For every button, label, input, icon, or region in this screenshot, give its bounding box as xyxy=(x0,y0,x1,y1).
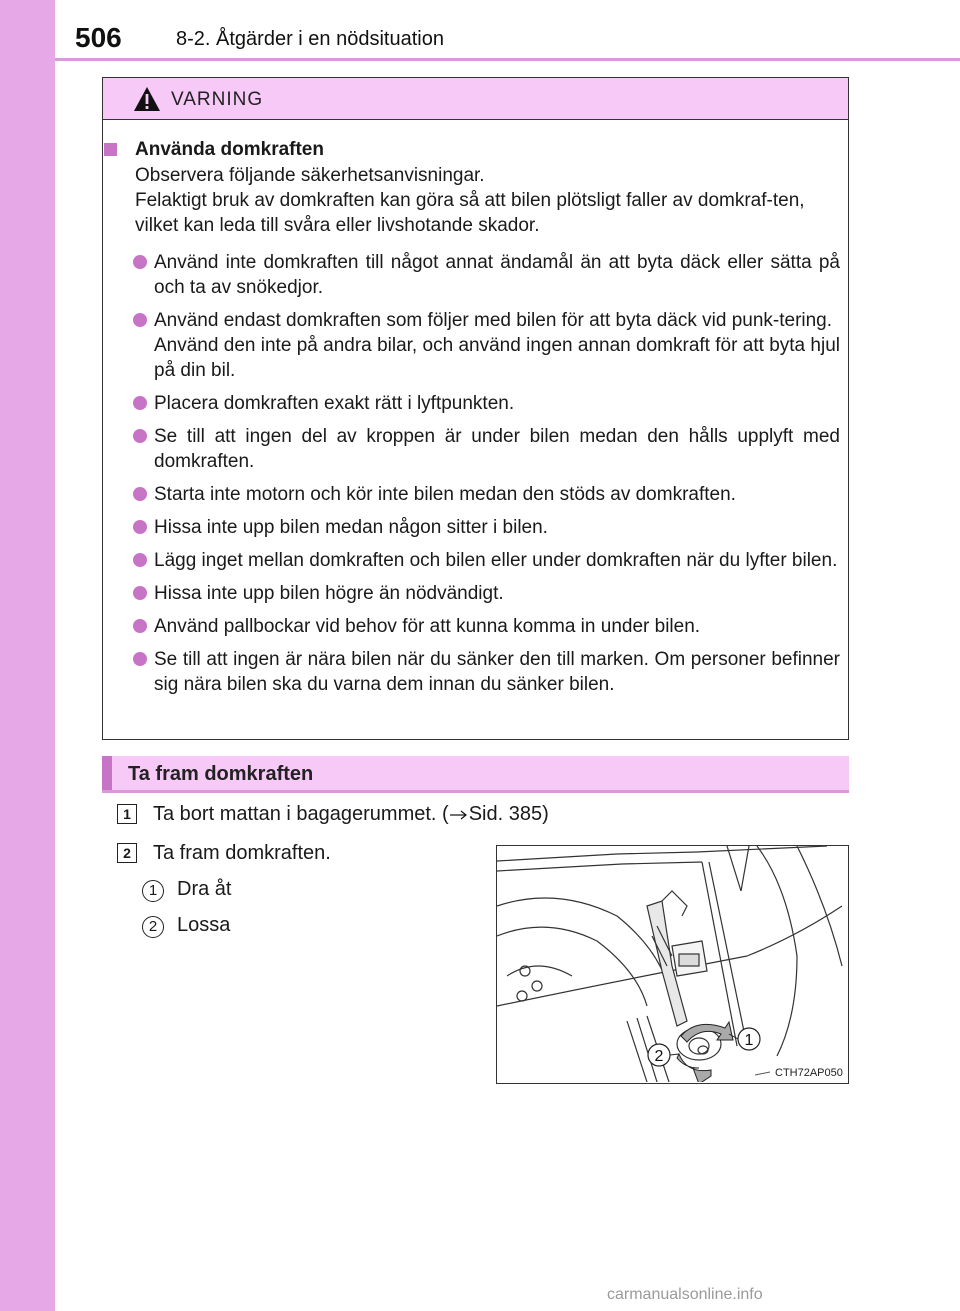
bullet-text: Se till att ingen del av kroppen är under bilen medan den hålls upplyft med domkraften. xyxy=(154,426,840,472)
section-heading-text: Ta fram domkraften xyxy=(128,763,314,785)
bullet-dot-icon xyxy=(133,396,147,410)
callout-1-label: 1 xyxy=(744,1032,754,1049)
jack-drawing xyxy=(497,846,847,1082)
bullet-text: Använd inte domkraften till något annat ändamål än att byta däck eller sätta på och ta av snökedjor. xyxy=(154,252,840,298)
bullet-text: Lägg inget mellan domkraften och bilen eller under domkraften när du lyfter bilen. xyxy=(154,550,838,571)
warning-intro-line2: Felaktigt bruk av domkraften kan göra så att bilen plötsligt faller av domkraf-ten, vilket kan leda till svåra eller livshotande skador. xyxy=(135,190,805,236)
section-heading xyxy=(102,756,849,793)
bullet-dot-icon xyxy=(133,313,147,327)
bullet-text: Se till att ingen är nära bilen när du sänker den till marken. Om personer befinner sig nära bilen ska du varna dem innan du sänker bilen. xyxy=(154,649,840,695)
substep-2-text: Lossa xyxy=(177,914,231,936)
step-1-text xyxy=(153,803,549,826)
section-title: 8-2. Åtgärder i en nödsituation xyxy=(176,28,444,50)
warning-intro xyxy=(128,163,840,238)
bullet-text: Hissa inte upp bilen högre än nödvändigt. xyxy=(154,583,504,604)
warning-bullet xyxy=(128,308,840,383)
bullet-text: Starta inte motorn och kör inte bilen medan den stöds av domkraften. xyxy=(154,484,736,505)
bullet-dot-icon xyxy=(133,487,147,501)
bullet-text: Placera domkraften exakt rätt i lyftpunkten. xyxy=(154,393,515,414)
warning-box xyxy=(102,77,849,740)
step-1-label: Ta bort mattan i bagagerummet. ( xyxy=(153,803,449,825)
step-2-text: Ta fram domkraften. xyxy=(153,842,331,864)
warning-bullet xyxy=(128,424,840,474)
bullet-dot-icon xyxy=(133,586,147,600)
chapter-color-bar xyxy=(0,0,55,1311)
warning-bullet xyxy=(128,250,840,300)
arrow-right-icon xyxy=(449,809,469,821)
watermark: carmanualsonline.info xyxy=(607,1286,763,1303)
bullet-text-extra: Använd den inte på andra bilar, och använd ingen annan domkraft för att byta hjul på din bil. xyxy=(154,335,840,381)
warning-triangle-icon xyxy=(133,86,161,112)
substep-number-1: 1 xyxy=(142,880,164,902)
step-number-2: 2 xyxy=(117,843,137,863)
bullet-text: Hissa inte upp bilen medan någon sitter i bilen. xyxy=(154,517,548,538)
warning-bullet xyxy=(128,647,840,697)
callout-2-label: 2 xyxy=(654,1048,664,1065)
bullet-text: Använd endast domkraften som följer med bilen för att byta däck vid punk-tering. xyxy=(154,310,833,331)
warning-intro-line1: Observera följande säkerhetsanvisningar. xyxy=(135,165,485,186)
warning-bullet xyxy=(128,515,840,540)
square-bullet-icon xyxy=(104,143,117,156)
substep-number-2: 2 xyxy=(142,916,164,938)
illustration-code: CTH72AP050 xyxy=(775,1067,843,1079)
bullet-dot-icon xyxy=(133,619,147,633)
step-number-1: 1 xyxy=(117,804,137,824)
substep-1-text: Dra åt xyxy=(177,878,232,900)
warning-bullet xyxy=(128,548,840,573)
warning-bullet xyxy=(128,482,840,507)
jack-illustration xyxy=(496,845,849,1084)
warning-body xyxy=(103,120,848,697)
heading-accent xyxy=(102,756,112,790)
warning-subheading xyxy=(128,137,840,162)
bullet-dot-icon xyxy=(133,255,147,269)
warning-subheading-text: Använda domkraften xyxy=(135,139,324,160)
step-1-page-ref[interactable]: Sid. 385) xyxy=(468,803,549,825)
bullet-dot-icon xyxy=(133,652,147,666)
page-number: 506 xyxy=(75,22,122,53)
bullet-text: Använd pallbockar vid behov för att kunna komma in under bilen. xyxy=(154,616,701,637)
header-rule xyxy=(55,58,960,61)
bullet-dot-icon xyxy=(133,520,147,534)
warning-bullet xyxy=(128,391,840,416)
warning-title: VARNING xyxy=(171,89,264,110)
warning-bullet xyxy=(128,614,840,639)
warning-bullet xyxy=(128,581,840,606)
bullet-dot-icon xyxy=(133,429,147,443)
bullet-dot-icon xyxy=(133,553,147,567)
warning-header xyxy=(103,78,848,120)
